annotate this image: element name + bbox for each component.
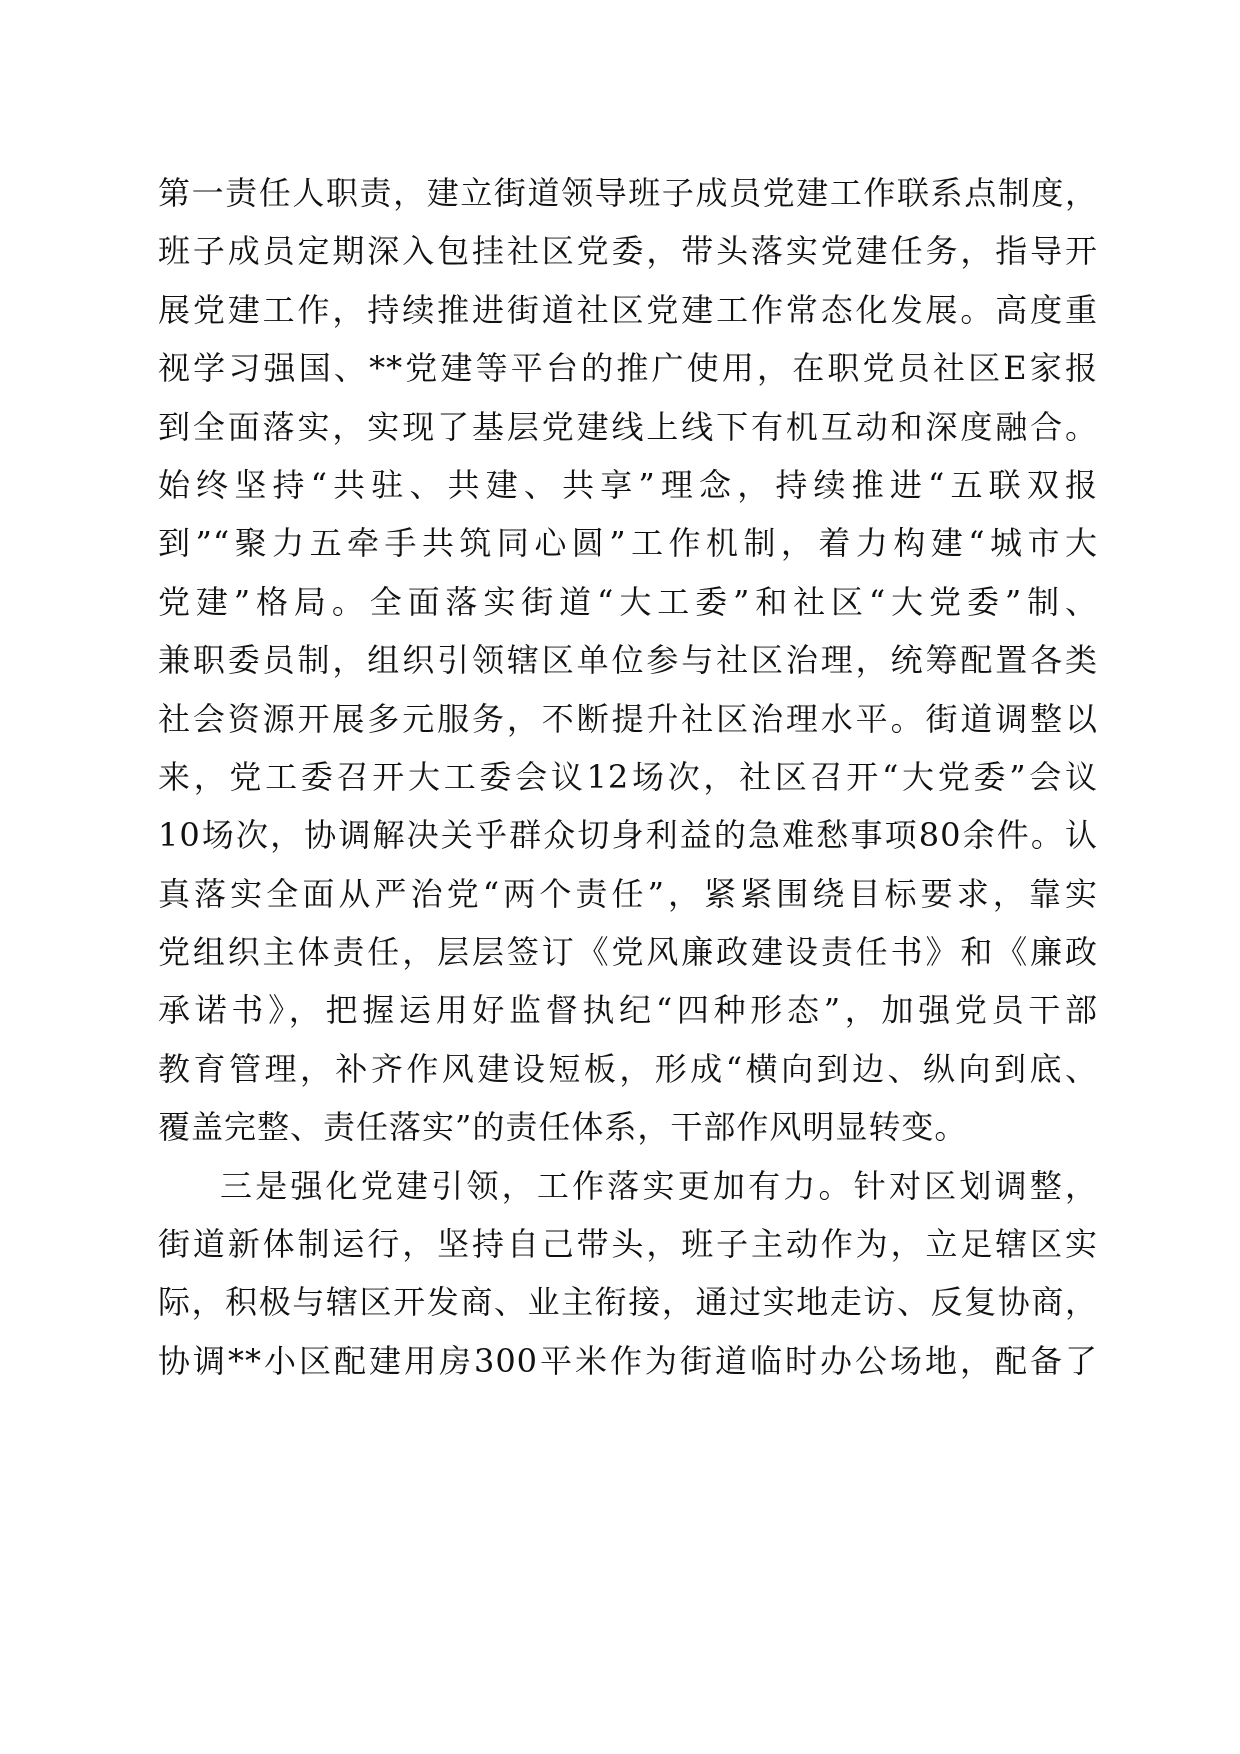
text-line: 协调**小区配建用房300平米作为街道临时办公场地，配备了	[158, 1341, 1098, 1380]
text-line: 视学习强国、**党建等平台的推广使用，在职党员社区E家报	[158, 349, 1098, 388]
text-line: 党建”格局。全面落实街道“大工委”和社区“大党委”制、	[158, 582, 1098, 621]
text-line: 到全面落实，实现了基层党建线上线下有机互动和深度融合。	[158, 407, 1098, 446]
text-line: 到”“聚力五牵手共筑同心圆”工作机制，着力构建“城市大	[158, 524, 1098, 563]
text-line: 党组织主体责任，层层签订《党风廉政建设责任书》和《廉政	[158, 933, 1098, 972]
text-line: 承诺书》，把握运用好监督执纪“四种形态”，加强党员干部	[158, 991, 1098, 1030]
body-text	[158, 164, 1098, 1390]
text-line: 教育管理，补齐作风建设短板，形成“横向到边、纵向到底、	[158, 1049, 1098, 1088]
text-line: 街道新体制运行，坚持自己带头，班子主动作为，立足辖区实	[158, 1225, 1098, 1264]
text-line: 展党建工作，持续推进街道社区党建工作常态化发展。高度重	[158, 290, 1098, 329]
text-line: 覆盖完整、责任落实”的责任体系，干部作风明显转变。	[158, 1108, 968, 1147]
text-line: 10场次，协调解决关乎群众切身利益的急难愁事项80余件。认	[158, 816, 1098, 855]
text-line: 班子成员定期深入包挂社区党委，带头落实党建任务，指导开	[158, 232, 1098, 271]
text-line: 兼职委员制，组织引领辖区单位参与社区治理，统筹配置各类	[158, 641, 1098, 680]
text-line: 际，积极与辖区开发商、业主衔接，通过实地走访、反复协商，	[158, 1283, 1098, 1322]
text-line: 三是强化党建引领，工作落实更加有力。针对区划调整，	[220, 1166, 1098, 1205]
text-line: 社会资源开展多元服务，不断提升社区治理水平。街道调整以	[158, 699, 1098, 738]
text-line: 始终坚持“共驻、共建、共享”理念，持续推进“五联双报	[158, 465, 1098, 504]
text-line: 第一责任人职责，建立街道领导班子成员党建工作联系点制度，	[158, 174, 1098, 212]
text-line: 真落实全面从严治党“两个责任”，紧紧围绕目标要求，靠实	[158, 874, 1098, 913]
text-line: 来，党工委召开大工委会议12场次，社区召开“大党委”会议	[158, 757, 1098, 796]
